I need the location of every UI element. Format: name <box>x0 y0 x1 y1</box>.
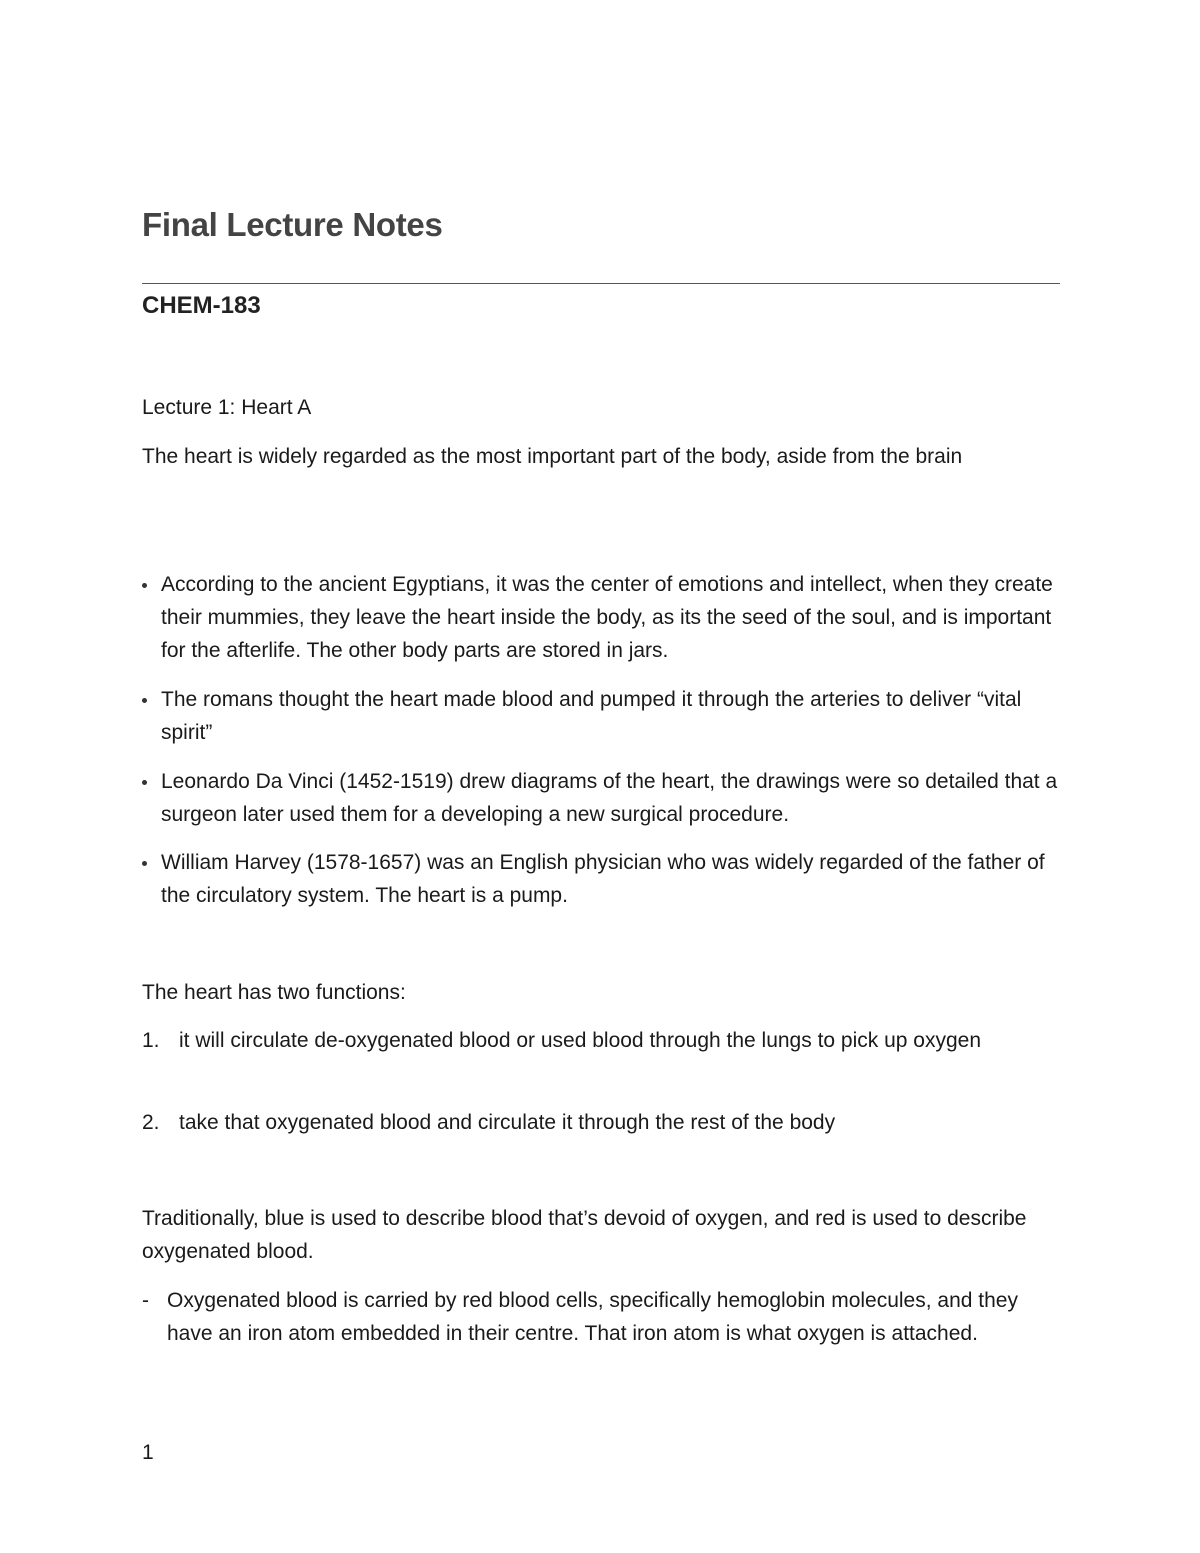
dash-item-text: Oxygenated blood is carried by red blood cells, specifically hemoglobin molecules, and they have an iron atom embedded in their centre. That iron atom is what oxygen is attached. <box>167 1289 1018 1345</box>
list-item <box>142 846 1062 912</box>
list-item <box>142 765 1062 831</box>
list-item <box>142 683 1062 749</box>
bullet-icon <box>142 780 147 785</box>
intro-paragraph: The heart is widely regarded as the most important part of the body, aside from the brain <box>142 445 963 468</box>
list-item-text: William Harvey (1578-1657) was an English physician who was widely regarded of the father of the circulatory system. The heart is a pump. <box>161 851 1045 907</box>
dash-item <box>142 1284 1062 1350</box>
numbered-item <box>142 1106 1062 1139</box>
list-number: 1. <box>142 1029 160 1052</box>
list-item-text: Leonardo Da Vinci (1452-1519) drew diagrams of the heart, the drawings were so detailed that a surgeon later used them for a developing a new surgical procedure. <box>161 770 1058 826</box>
lecture-heading: Lecture 1: Heart A <box>142 396 312 419</box>
numbered-item-text: it will circulate de-oxygenated blood or used blood through the lungs to pick up oxygen <box>179 1029 982 1052</box>
dash-marker: - <box>142 1289 149 1312</box>
color-paragraph: Traditionally, blue is used to describe blood that’s devoid of oxygen, and red is used to describe oxygenated blood. <box>142 1207 1027 1263</box>
list-item-text: The romans thought the heart made blood and pumped it through the arteries to deliver “vital spirit” <box>161 688 1022 744</box>
functions-heading: The heart has two functions: <box>142 981 406 1004</box>
bullet-icon <box>142 583 147 588</box>
list-item <box>142 568 1062 667</box>
page-number: 1 <box>142 1441 154 1464</box>
numbered-item-text: take that oxygenated blood and circulate it through the rest of the body <box>179 1111 836 1134</box>
course-code: CHEM-183 <box>142 292 261 319</box>
document-title: Final Lecture Notes <box>142 206 443 243</box>
list-item-text: According to the ancient Egyptians, it was the center of emotions and intellect, when they create their mummies, they leave the heart inside the body, as its the seed of the soul, and is important for the afterlife. The other body parts are stored in jars. <box>161 573 1053 662</box>
list-number: 2. <box>142 1111 160 1134</box>
bullet-icon <box>142 698 147 703</box>
title-divider <box>142 283 1060 284</box>
numbered-item <box>142 1024 1042 1057</box>
bullet-icon <box>142 861 147 866</box>
